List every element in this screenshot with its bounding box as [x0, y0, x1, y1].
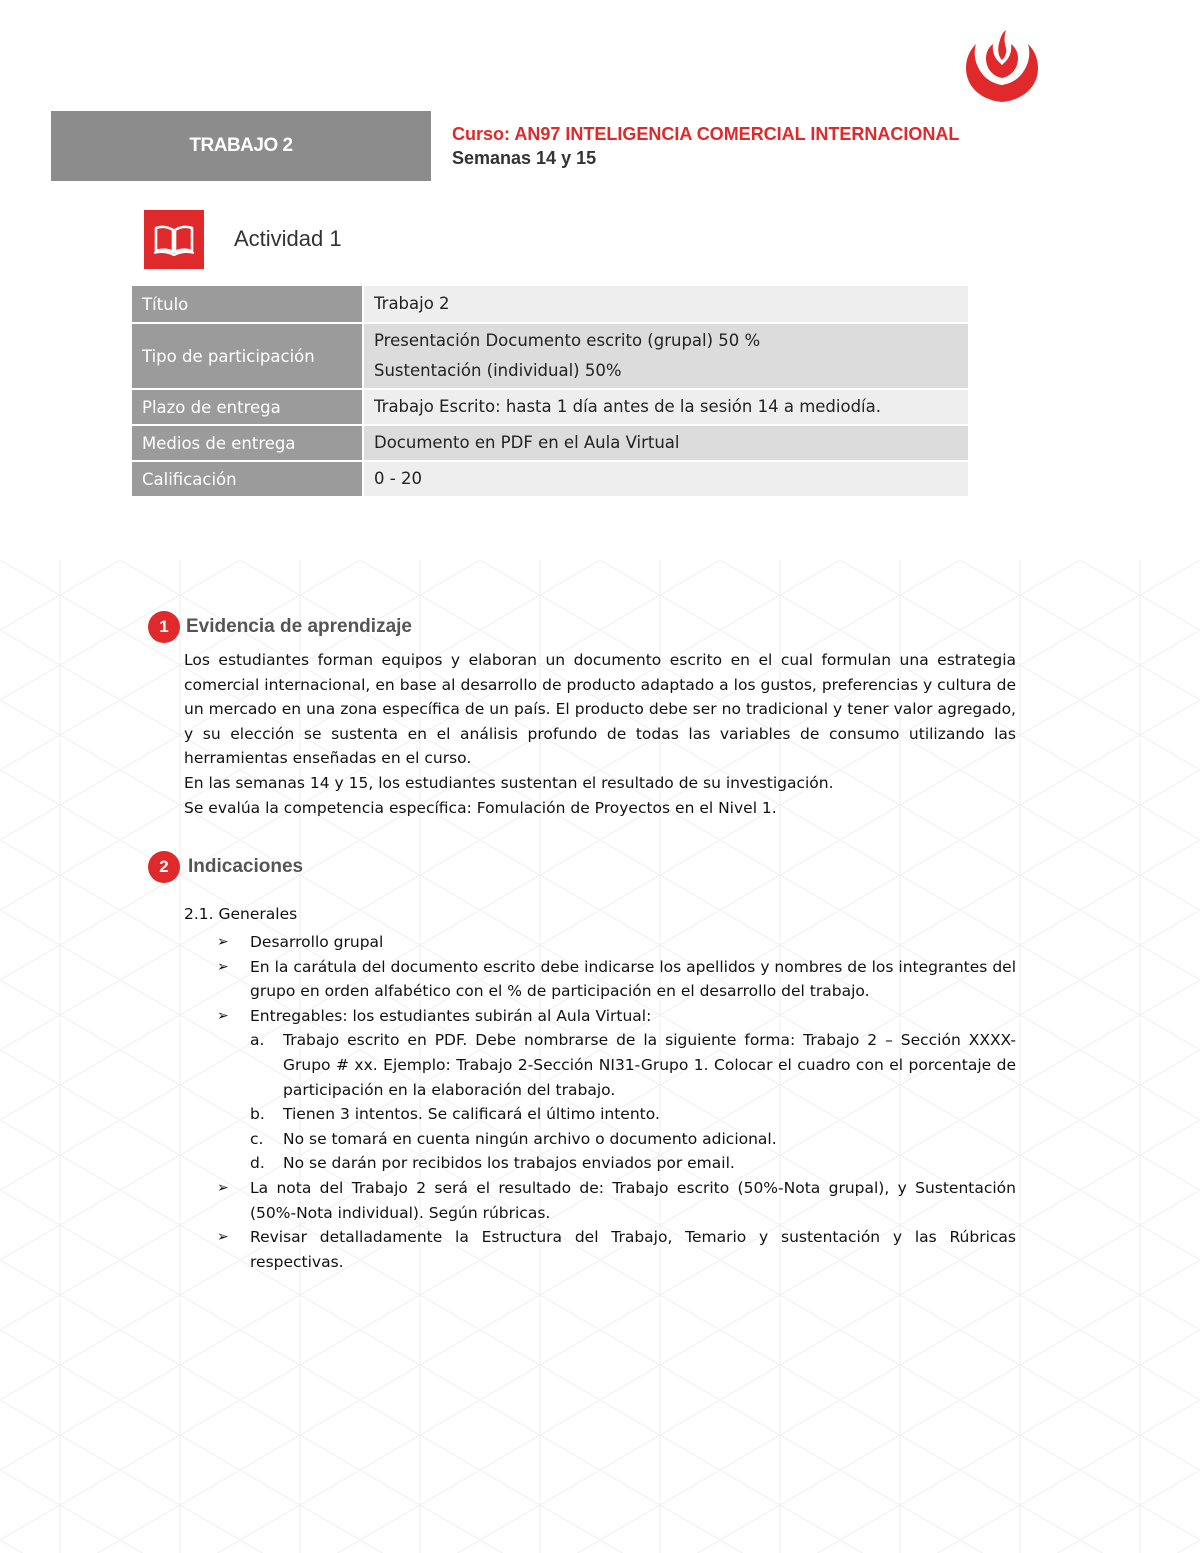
- arrow-bullet-icon: ➢: [217, 934, 229, 950]
- list-item: ➢ Entregables: los estudiantes subirán al Aula Virtual:: [217, 1004, 1016, 1029]
- sub-heading: 2.1. Generales: [184, 905, 298, 923]
- section-number-badge: 2: [148, 851, 180, 883]
- paragraph: Los estudiantes forman equipos y elaboran un documento escrito en el cual formulan una estrategia comercial internacional, en base al desarrollo de producto adaptado a los gustos, preferencias y cultura de un mercado en una zona específica de un país. El producto debe ser no tradicional y tener valor agregado, y su elección se sustenta en el análisis profundo de todas las variables de consumo utilizando las herramientas enseñadas en el curso.: [184, 651, 1016, 768]
- table-row: [132, 286, 968, 323]
- list-item: ➢ En la carátula del documento escrito debe indicarse los apellidos y nombres de los integrantes del grupo en orden alfabético con el % de participación en el desarrollo del trabajo.: [217, 955, 1016, 1004]
- university-logo: [962, 28, 1042, 104]
- row-label: Tipo de participación: [132, 323, 363, 389]
- row-label: Calificación: [132, 461, 363, 497]
- course-title: Curso: AN97 INTELIGENCIA COMERCIAL INTERNACIONAL: [452, 124, 960, 144]
- row-value: 0 - 20: [374, 469, 422, 488]
- arrow-bullet-icon: ➢: [217, 958, 229, 975]
- row-value: Sustentación (individual) 50%: [374, 361, 622, 380]
- instructions-list: [217, 930, 1016, 1274]
- row-value: Presentación Documento escrito (grupal) 50 %: [374, 331, 761, 350]
- book-icon: [144, 210, 204, 269]
- table-row: [132, 425, 968, 461]
- section-title: Evidencia de aprendizaje: [186, 616, 412, 637]
- table-row: [132, 389, 968, 425]
- list-item: ➢ La nota del Trabajo 2 será el resultado de: Trabajo escrito (50%-Nota grupal), y Sustentación (50%-Nota individual). Según rúbricas.: [217, 1176, 1016, 1225]
- section-title: Indicaciones: [188, 856, 304, 877]
- row-value: Trabajo Escrito: hasta 1 día antes de la sesión 14 a mediodía.: [374, 397, 881, 416]
- list-item: c. No se tomará en cuenta ningún archivo o documento adicional.: [250, 1129, 777, 1148]
- row-label: Título: [132, 286, 363, 323]
- activity-info-table: [132, 286, 968, 498]
- course-weeks: Semanas 14 y 15: [452, 148, 597, 168]
- table-row: [132, 323, 968, 389]
- list-item: ➢ Desarrollo grupal: [217, 930, 1016, 955]
- table-row: [132, 461, 968, 497]
- list-item: d. No se darán por recibidos los trabajos enviados por email.: [250, 1154, 735, 1173]
- arrow-bullet-icon: ➢: [217, 1007, 229, 1024]
- row-value: Documento en PDF en el Aula Virtual: [374, 433, 680, 452]
- section-number-badge: 1: [148, 611, 180, 643]
- activity-title: Actividad 1: [234, 226, 342, 251]
- section-body: [184, 648, 1016, 820]
- assignment-title: TRABAJO 2: [189, 135, 293, 156]
- arrow-bullet-icon: ➢: [217, 1179, 229, 1196]
- list-item: a. Trabajo escrito en PDF. Debe nombrarse de la siguiente forma: Trabajo 2 – Sección XXXX-Grupo # xx. Ejemplo: Trabajo 2-Sección NI31-Grupo 1. Colocar el cuadro con el porcentaje de participación en la elaboración del trabajo.: [250, 1031, 1016, 1099]
- assignment-header-box: [51, 111, 431, 181]
- row-label: Medios de entrega: [132, 425, 363, 461]
- paragraph: En las semanas 14 y 15, los estudiantes sustentan el resultado de su investigación.: [184, 773, 834, 792]
- list-item: ➢ Revisar detalladamente la Estructura del Trabajo, Temario y sustentación y las Rúbricas respectivas.: [217, 1225, 1016, 1274]
- row-label: Plazo de entrega: [132, 389, 363, 425]
- paragraph: Se evalúa la competencia específica: Fomulación de Proyectos en el Nivel 1.: [184, 798, 777, 817]
- list-item: b. Tienen 3 intentos. Se calificará el último intento.: [250, 1105, 660, 1124]
- row-value: Trabajo 2: [374, 294, 450, 313]
- arrow-bullet-icon: ➢: [217, 1229, 229, 1246]
